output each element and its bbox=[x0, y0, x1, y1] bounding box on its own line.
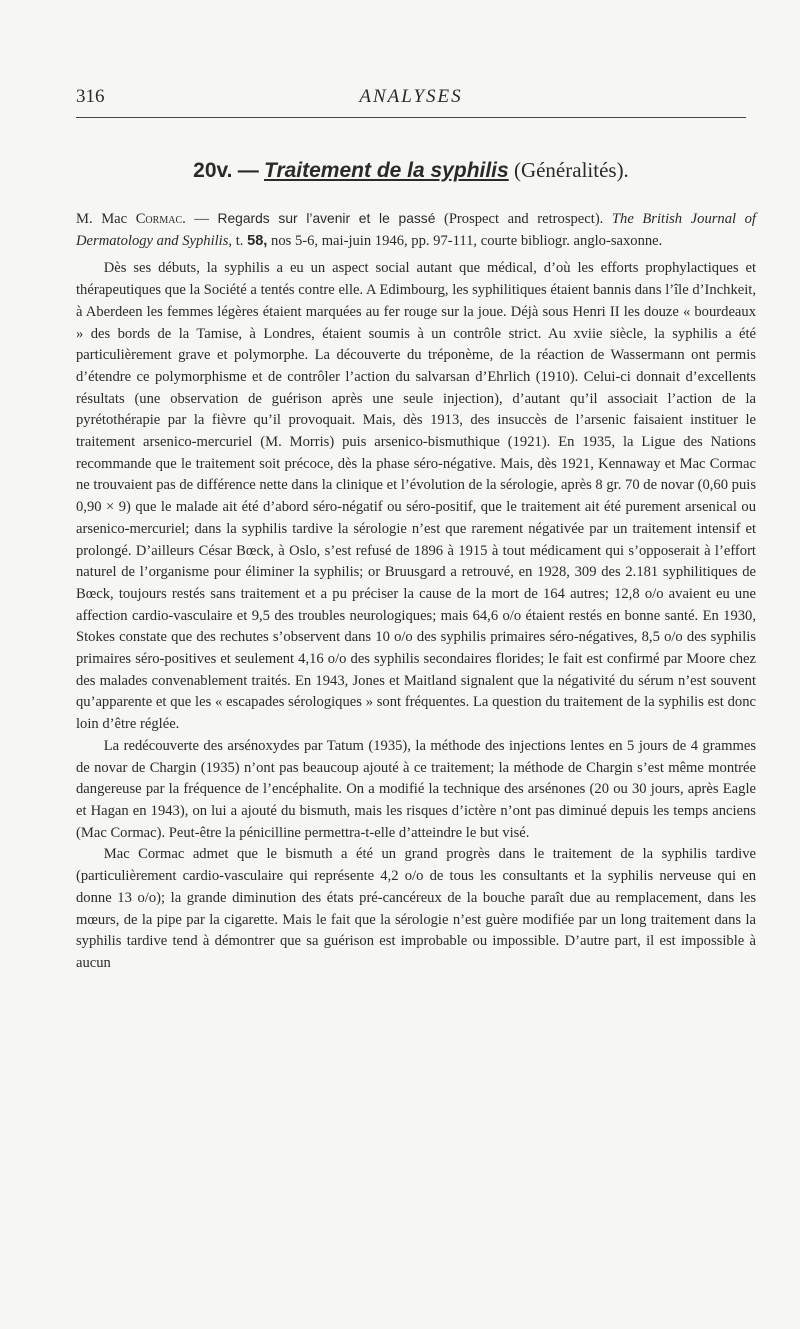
section-title: Traitement de la syphilis bbox=[264, 159, 509, 182]
reference-volume-prefix: t. bbox=[235, 232, 244, 249]
reference-details: nos 5-6, mai-juin 1946, pp. 97-111, courte bibliogr. anglo-saxonne. bbox=[271, 232, 663, 249]
paragraph-1: Dès ses débuts, la syphilis a eu un aspect social autant que médical, d’où les efforts prophylactiques et thérapeutiques que la Société a tentés contre elle. A Edimbourg, les syphilitiques étaient bannis dans l’île d’Inchkeit, à Aberdeen les femmes légères étaient marquées au fer rouge sur la joue. Déjà sous Henri II les douze « bourdeaux » des bords de la Tamise, à Londres, étaient soumis à un contrôle strict. Au xviie siècle, la syphilis a été particulièrement grave et polymorphe. La découverte du tréponème, de la réaction de Wassermann ont permis d’étendre ce polymorphisme et de contrôler l’action du salvarsan d’Ehrlich (1910). Celui-ci donnait d’excellents résultats (une observation de guérison après une seule injection), d’autant qu’il associait l’action de la pyrétothérapie par la fièvre qu’il provoquait. Mais, dès 1913, des insuccès de l’arsenic faisaient instituer le traitement arsenico-mercuriel (M. Morris) puis arsenico-bismuthique (1921). En 1935, la Ligue des Nations recommande que le traitement soit précoce, dès la phase séro-négative. Mais, dès 1921, Kennaway et Mac Cormac ne trouvaient pas de différence nette dans la clinique et l’évolution de la sérologie, après 8 gr. 70 de novar (0,60 puis 0,90 × 9) que le malade ait été d’abord séro-négatif ou séro-positif, que le traitement ait été purement arsenical ou arsenico-mercuriel; dans la syphilis tardive la sérologie n’est que rarement négativée par un traitement intensif et prolongé. D’ailleurs César Bœck, à Oslo, s’est refusé de 1896 à 1915 à tout médicament qui s’opposerait à l’effort naturel de l’organisme pour éliminer la syphilis; or Bruusgard a retrouvé, en 1928, 309 des 2.181 syphilitiques de Bœck, toujours restés sans traitement et a pu préciser la cause de la mort de 164 autres; 12,8 o/o avaient eu une affection cardio-vasculaire et 9,5 des troubles neurologiques; mais 64,6 o/o étaient restés en bonne santé. En 1930, Stokes constate que des rechutes s’observent dans 10 o/o des syphilis primaires séro-négatives, 8,5 o/o des syphilis primaires séro-positives et seulement 4,16 o/o des syphilis secondaires florides; le fait est confirmé par Moore chez des malades convenablement traités. En 1943, Jones et Maitland signalent que la négativité du sérum n’est souvent qu’apparente et que les « escapades sérologiques » sont fréquentes. La question du traitement de la syphilis est donc loin d’être réglée. bbox=[76, 260, 756, 733]
paragraph-3: Mac Cormac admet que le bismuth a été un grand progrès dans le traitement de la syphilis tardive (particulièrement cardio-vasculaire qui représente 4,2 o/o de tous les consultants et la syphilis nerveuse qui en donne 13 o/o); la grande diminution des états pré-cancéreux de la bouche paraît due au remplacement, dans les mœurs, de la pipe par la cigarette. Mais le fait que la sérologie n’est guère modifiée par un long traitement dans la syphilis tardive tend à démontrer que sa guérison est improbable ou impossible. D’autre part, il est impossible à aucun bbox=[76, 846, 756, 971]
section-subtitle: (Généralités). bbox=[513, 158, 629, 182]
reference-original-title: (Prospect and retrospect). bbox=[443, 211, 604, 227]
article-body bbox=[76, 208, 756, 975]
section-number: 20v. bbox=[193, 159, 233, 182]
reference-author: M. Mac Cormac. bbox=[76, 211, 186, 227]
bibliographic-reference bbox=[76, 208, 756, 252]
paragraph-2: La redécouverte des arsénoxydes par Tatum (1935), la méthode des injections lentes en 5 jours de 4 grammes de novar de Chargin (1935) n’ont pas beaucoup ajouté à ce traitement; la méthode de Chargin s’est même montrée dangereuse par la fréquence de l’encéphalite. On a modifié la technique des arsénones (20 ou 30 jours, après Eagle et Hagan en 1943), on lui a ajouté du bismuth, mais les risques d’ictère n’ont pas diminué depuis les temps anciens (Mac Cormac). Peut-être la pénicilline permettra-t-elle d’atteindre le but visé. bbox=[76, 737, 756, 841]
reference-volume: 58, bbox=[247, 232, 268, 249]
section-heading bbox=[76, 158, 746, 183]
reference-journal: The British Journal of Dermatology and Syphilis, bbox=[76, 211, 756, 249]
running-head bbox=[76, 86, 746, 116]
page-number: 316 bbox=[76, 86, 105, 107]
reference-dash: — bbox=[194, 211, 209, 227]
reference-title: Regards sur l’avenir et le passé bbox=[217, 211, 436, 226]
journal-title: ANALYSES bbox=[359, 86, 463, 107]
section-dash: — bbox=[237, 159, 259, 182]
header-rule bbox=[76, 117, 746, 118]
